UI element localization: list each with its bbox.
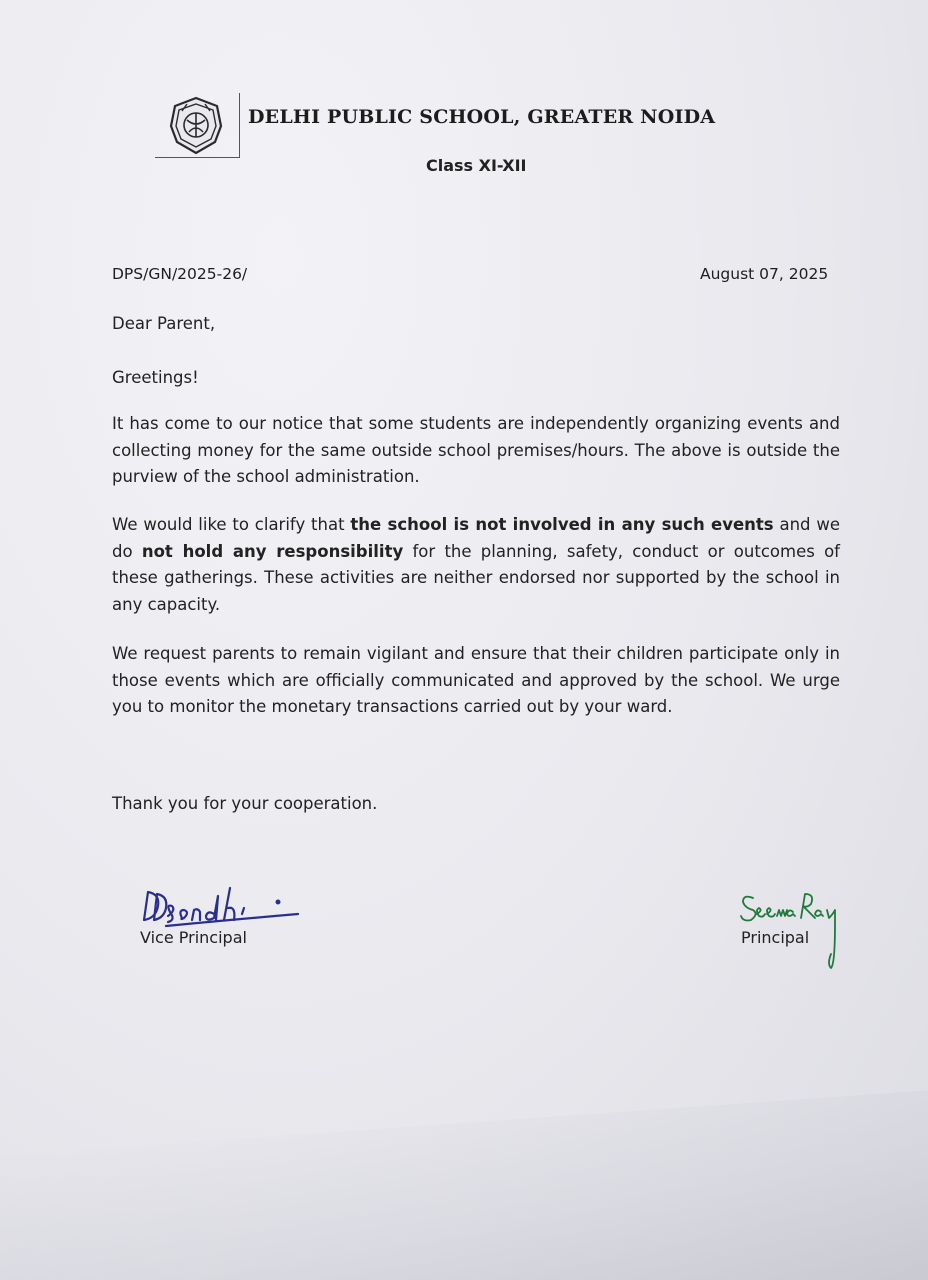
school-name: DELHI PUBLIC SCHOOL, GREATER NOIDA [248, 106, 716, 128]
greeting: Greetings! [112, 368, 199, 387]
salutation: Dear Parent, [112, 314, 216, 333]
principal-title: Principal [741, 928, 810, 947]
paragraph-notice: It has come to our notice that some students are independently organizing events and collecting money for the same outside school premises/hours. The above is outside the purview of the school administration. [112, 414, 840, 486]
p2-bold-2: not hold any responsibility [141, 541, 404, 561]
class-label: Class XI-XII [426, 156, 527, 175]
school-crest-icon [165, 96, 227, 156]
paragraph-clarification [112, 512, 840, 618]
letter-date: August 07, 2025 [700, 265, 829, 283]
p2-text-3: for the planning, safety, conduct or outcomes of these gatherings. These activities are neither endorsed nor supported by the school in any capacity. [112, 541, 840, 614]
p2-text-2: and we do [112, 515, 840, 561]
reference-number: DPS/GN/2025-26/ [112, 265, 248, 283]
paragraph-request: We request parents to remain vigilant and ensure that their children participate only in those events which are officially communicated and approved by the school. We urge you to monitor the monetary transactions carried out by your ward. [112, 644, 840, 716]
p2-text-1: We would like to clarify that [112, 515, 351, 534]
paper-fold-shadow [0, 1082, 928, 1280]
p2-bold-1: the school is not involved in any such events [350, 515, 774, 534]
vice-principal-title: Vice Principal [140, 928, 247, 947]
closing-thanks: Thank you for your cooperation. [112, 794, 378, 813]
vice-principal-signature [138, 880, 308, 932]
